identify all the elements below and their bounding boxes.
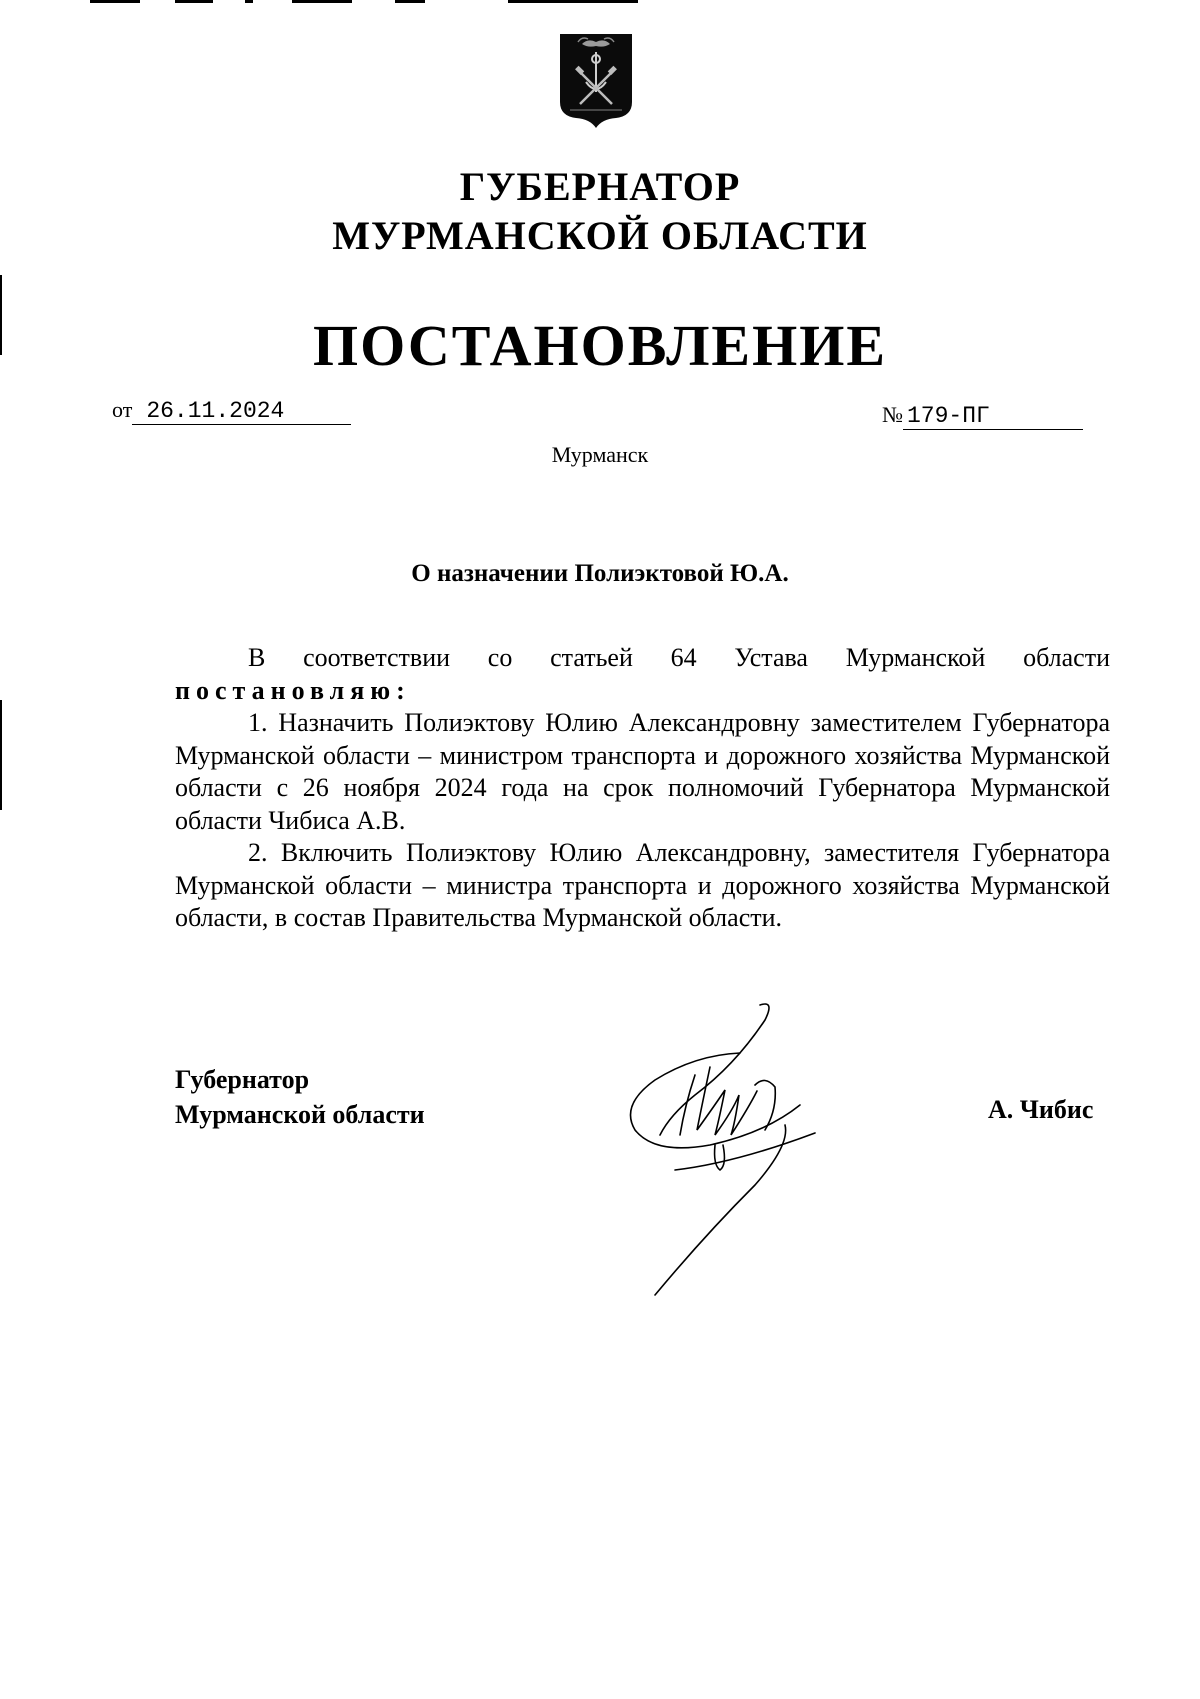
signatory-title [175, 1062, 425, 1132]
signatory-name: А. Чибис [988, 1095, 1094, 1124]
city-label: Мурманск [551, 442, 649, 467]
coat-of-arms-icon [556, 30, 636, 130]
date-prefix: от [112, 397, 133, 422]
scan-edge [0, 700, 2, 810]
intro-paragraph: В соответствии со статьей 64 Устава Мурманской области [248, 643, 1110, 672]
scan-mark [508, 0, 638, 3]
signatory-title-line2: Мурманской области [175, 1100, 425, 1129]
item-2-paragraph: 2. Включить Полиэктову Юлию Александровну, заместителя Губернатора Мурманской области – министра транспорта и дорожного хозяйства Мурманской области, в состав Правительства Мурманской области. [175, 838, 1110, 932]
document-body [175, 642, 1110, 935]
scan-mark [292, 0, 352, 3]
document-type-title: ПОСТАНОВЛЕНИЕ [312, 313, 888, 378]
issuer-title-line2: МУРМАНСКОЙ ОБЛАСТИ [332, 213, 868, 258]
handwritten-signature [615, 995, 865, 1300]
document-subject: О назначении Полиэктовой Ю.А. [411, 560, 789, 587]
document-date [112, 397, 351, 425]
scan-mark [395, 0, 425, 3]
resolve-word: постановляю: [175, 675, 411, 705]
date-value: 26.11.2024 [146, 398, 285, 424]
issuer-title-line1: ГУБЕРНАТОР [459, 164, 741, 209]
number-prefix: № [882, 402, 903, 427]
number-value: 179-ПГ [907, 403, 990, 429]
item-1-paragraph: 1. Назначить Полиэктову Юлию Александровну заместителем Губернатора Мурманской области – министром транспорта и дорожного хозяйства Мурманской области с 26 ноября 2024 года на срок полномочий Губернатора Мурманской области Чибиса А.В. [175, 708, 1110, 835]
scan-mark [245, 0, 253, 3]
document-number [882, 402, 1083, 430]
scan-mark [90, 0, 140, 3]
scan-mark [175, 0, 213, 3]
signatory-title-line1: Губернатор [175, 1065, 310, 1094]
